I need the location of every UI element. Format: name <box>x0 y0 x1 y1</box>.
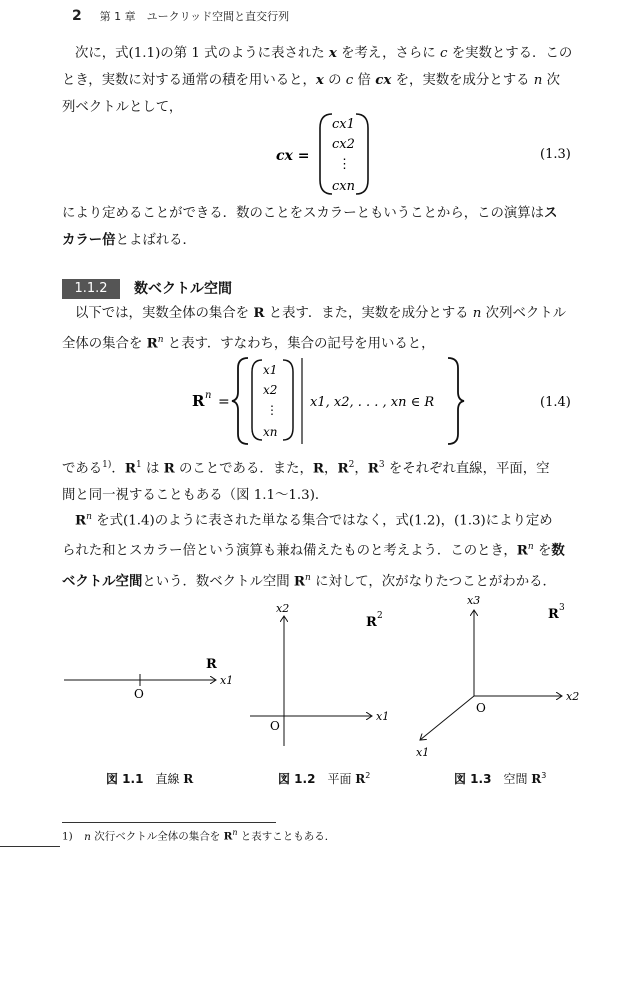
text: 次 <box>542 73 561 88</box>
text: ． <box>111 461 125 477</box>
text: とき，実数に対する通常の積を用いると， <box>62 73 316 88</box>
equation-1-4 <box>0 354 633 448</box>
eq14-lhs: R <box>192 392 205 410</box>
paragraph-r-dims <box>62 452 582 509</box>
page-edge-rule <box>0 846 60 847</box>
math-n: n <box>472 306 482 321</box>
math-sup: 1 <box>135 460 142 470</box>
paragraph-scalar-def <box>62 200 582 254</box>
math-R: R <box>223 830 233 843</box>
fig2-sup: 2 <box>377 611 383 621</box>
fig1-origin: O <box>134 687 144 701</box>
math-sup: 2 <box>348 460 355 470</box>
eq14-lhs-sup: n <box>205 390 212 401</box>
math-sup: 3 <box>541 771 547 780</box>
fig2-ax: x1 <box>376 710 390 723</box>
text: により定めることができる．数のことをスカラーともいうことから，この演算は <box>62 206 545 221</box>
text: ， <box>324 461 338 477</box>
running-header <box>72 8 289 24</box>
math-R: R <box>183 772 194 786</box>
eq14-v4: xn <box>263 425 278 439</box>
math-R: R <box>253 305 265 321</box>
math-R: R <box>146 335 158 352</box>
fig1-axis-label: x1 <box>220 674 234 687</box>
math-R: R <box>124 460 136 477</box>
fig1-R: R <box>206 657 217 672</box>
text: 以下では，実数全体の集合を <box>75 306 254 321</box>
eq13-row4: cxn <box>332 179 355 194</box>
eq13-row3: ⋮ <box>338 157 351 172</box>
left-paren <box>320 114 332 194</box>
math-sup: n <box>305 572 311 583</box>
text: 次に，式(1.1)の第 1 式のように表された <box>75 46 329 61</box>
eq14-number: (1.4) <box>540 395 571 410</box>
eq14-v1: x1 <box>263 363 278 377</box>
text: と表すこともある． <box>237 830 336 843</box>
eq13-lhs: cx = <box>276 148 310 164</box>
math-R: R <box>531 772 542 786</box>
math-R: R <box>312 460 325 477</box>
caption-fig-1-3 <box>454 770 546 787</box>
text: 間と同一視することもある（図 1.1～1.3)． <box>62 488 329 504</box>
text: 列ベクトルとして， <box>62 100 183 115</box>
math-sup: 2 <box>365 771 371 780</box>
text: を <box>533 543 552 559</box>
x1-axis <box>420 696 474 740</box>
math-x: x <box>315 72 324 88</box>
math-n: n <box>84 830 91 843</box>
math-R: R <box>355 772 366 786</box>
figure-line <box>64 657 233 701</box>
left-paren <box>252 360 262 440</box>
term-bold: 数 <box>551 543 565 559</box>
math-sup: n <box>86 512 92 522</box>
right-paren <box>356 114 368 194</box>
math-x: x <box>328 45 337 61</box>
fig3-R: R <box>548 607 559 622</box>
text: は <box>141 461 164 477</box>
figure-space <box>416 594 579 759</box>
footnote-rule <box>62 822 276 823</box>
eq14-v3: ⋮ <box>266 403 278 417</box>
math-c: c <box>345 73 354 88</box>
text: 倍 <box>353 73 376 88</box>
math-sup: n <box>157 335 164 345</box>
footnote-ref: 1) <box>102 460 112 470</box>
text: 全体の集合を <box>62 336 147 352</box>
footnote <box>62 828 335 844</box>
math-R: R <box>163 460 175 477</box>
footnote-mark: 1) <box>62 830 73 843</box>
text: という．数ベクトル空間 <box>142 574 294 590</box>
paragraph-rn-def <box>62 300 582 357</box>
text: の <box>323 73 346 88</box>
math-R: R <box>75 512 87 529</box>
eq13-number: (1.3) <box>540 147 571 162</box>
left-brace <box>232 358 248 444</box>
text: 次列ベクトル <box>481 306 567 321</box>
caption-fig-1-2 <box>278 770 370 787</box>
text: と表す．すなわち，集合の記号を用いると， <box>163 336 435 352</box>
math-R: R <box>516 542 528 559</box>
math-sup: n <box>527 542 534 553</box>
term-bold: ス <box>544 206 558 221</box>
eq13-row1: cx1 <box>332 117 355 132</box>
text: を，実数を成分とする <box>391 73 534 88</box>
eq14-v2: x2 <box>263 383 278 397</box>
math-R: R <box>367 460 379 477</box>
section-number: 1.1.2 <box>62 279 120 299</box>
figures <box>0 590 633 800</box>
fig3-a1: x1 <box>416 746 430 759</box>
math-sup: n <box>232 828 238 837</box>
text: を実数とする．この <box>447 46 573 61</box>
fig2-origin: O <box>270 719 280 733</box>
caption-label: 図 1.3 <box>454 772 492 786</box>
text: を考え，さらに <box>336 46 440 61</box>
math-cx: cx <box>375 72 392 88</box>
term-bold: ベクトル空間 <box>62 574 143 590</box>
fig3-sup: 3 <box>559 603 565 613</box>
fig2-R: R <box>366 615 377 630</box>
text: のことである．また， <box>174 461 313 477</box>
math-R: R <box>337 460 349 477</box>
paragraph-vector-space <box>62 504 582 595</box>
eq14-equals: = <box>218 394 230 410</box>
caption-label: 図 1.2 <box>278 772 316 786</box>
math-sup: 3 <box>378 460 385 470</box>
text: られた和とスカラー倍という演算も兼ね備えたものと考えよう．このとき， <box>62 543 517 559</box>
fig3-a3: x3 <box>467 594 481 607</box>
text: ， <box>354 461 368 477</box>
text: と表す．また，実数を成分とする <box>264 306 473 321</box>
right-brace <box>448 358 464 444</box>
fig3-a2: x2 <box>566 690 580 703</box>
text: に対して，次がなりたつことがわかる． <box>310 574 556 590</box>
caption-text: 直線 <box>155 772 184 786</box>
text: である <box>62 461 103 477</box>
text: をそれぞれ直線，平面，空 <box>384 461 550 477</box>
page-number: 2 <box>72 8 82 24</box>
text: 次行ベクトル全体の集合を <box>90 830 224 843</box>
eq14-condition: x1, x2, . . . , xn ∈ R <box>310 395 435 410</box>
caption-label: 図 1.1 <box>106 772 144 786</box>
text: とよばれる． <box>115 233 196 248</box>
math-R: R <box>293 573 306 590</box>
eq13-row2: cx2 <box>332 137 355 152</box>
fig3-origin: O <box>476 701 486 715</box>
right-paren <box>283 360 293 440</box>
chapter-title: 第 1 章 ユークリッド空間と直交行列 <box>99 10 290 23</box>
equation-1-3 <box>0 108 633 200</box>
math-n: n <box>533 73 543 88</box>
figure-plane <box>250 602 389 746</box>
math-c: c <box>439 46 448 61</box>
caption-text: 空間 <box>503 772 532 786</box>
term-bold: カラー倍 <box>62 233 116 248</box>
caption-text: 平面 <box>327 772 356 786</box>
text: を式(1.4)のように表された単なる集合ではなく，式(1.2)，(1.3)により定め <box>91 513 553 529</box>
fig2-ay: x2 <box>276 602 290 615</box>
caption-fig-1-1 <box>106 770 193 787</box>
section-title: 数ベクトル空間 <box>134 281 232 297</box>
